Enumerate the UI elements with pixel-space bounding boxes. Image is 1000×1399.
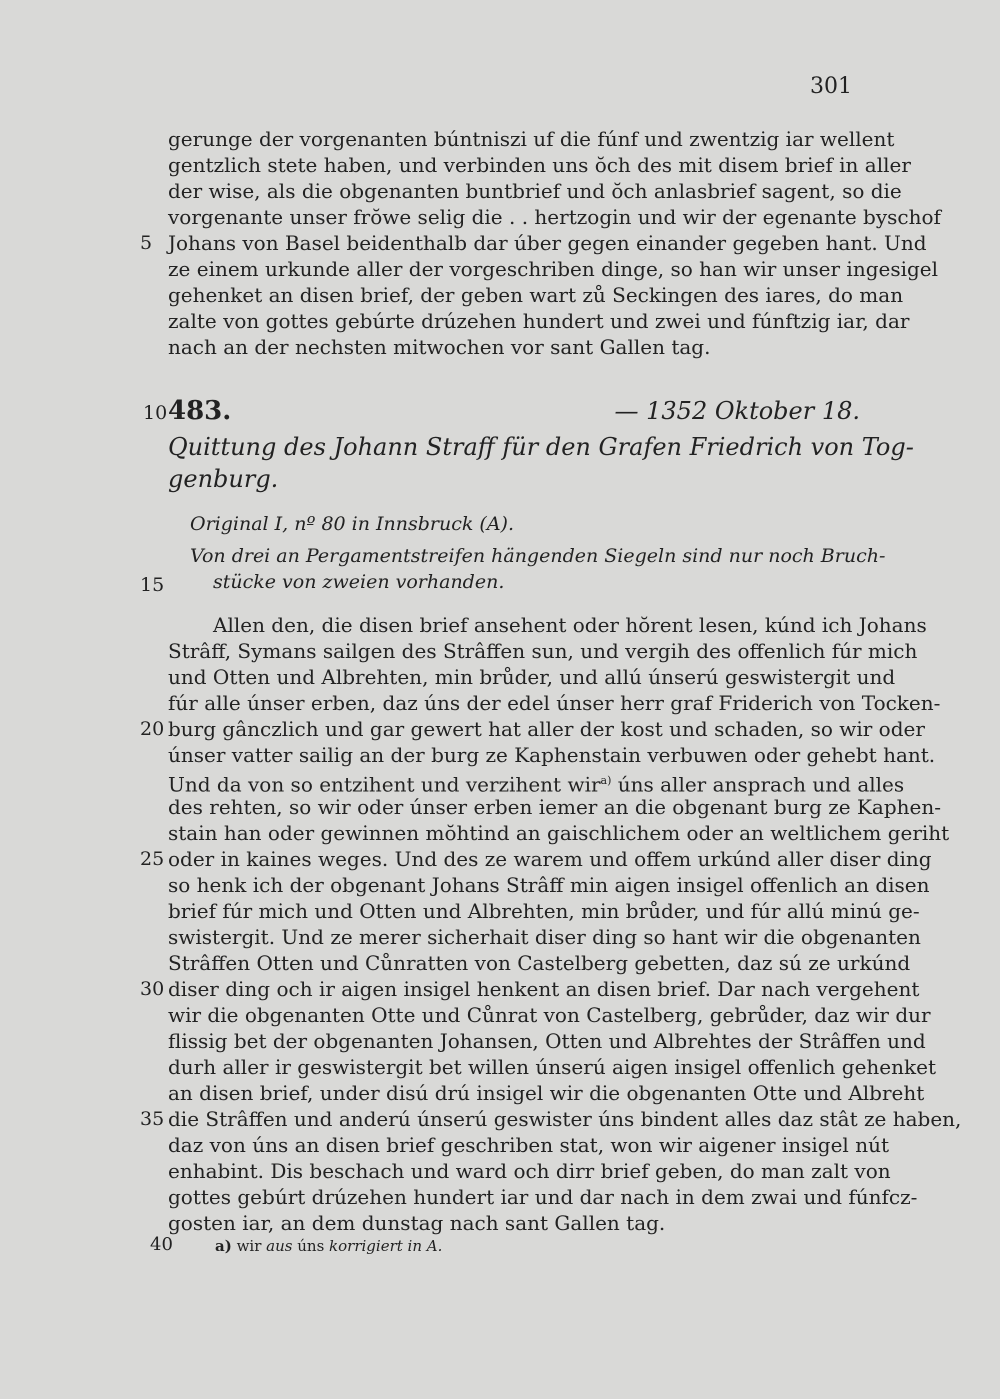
text-line: Johans von Basel beidenthalb dar úber gegen einander gegeben hant. Und (168, 231, 927, 255)
entry-number: 483. (168, 396, 232, 426)
text-line: gosten iar, an dem dunstag nach sant Gallen tag. (168, 1211, 666, 1235)
footnote-text: korrigiert in A. (329, 1237, 443, 1255)
text-line: swistergit. Und ze merer sicherhait diser ding so hant wir die obgenanten (168, 925, 921, 949)
text-line: gehenket an disen brief, der geben wart zů Seckingen des iares, do man (168, 283, 904, 307)
footnote-text: wir (231, 1237, 267, 1255)
entry-title-line: Quittung des Johann Straff für den Grafen Friedrich von Tog- (168, 433, 914, 461)
line-number: 25 (140, 848, 165, 870)
text-line: vorgenante unser frŏwe selig die . . hertzogin und wir der egenante byschof (168, 205, 941, 229)
text-line: oder in kaines weges. Und des ze warem und offem urkúnd aller diser ding (168, 847, 932, 871)
footnote (215, 1236, 442, 1256)
text-segment: Und da von so entzihent und verzihent wir (168, 772, 601, 797)
line-number: 20 (140, 718, 165, 740)
entry-date: — 1352 Oktober 18. (614, 397, 860, 425)
entry-title-line: genburg. (168, 465, 279, 493)
text-line: durh aller ir geswistergit bet willen únserú aigen insigel offenlich gehenket (168, 1055, 937, 1079)
seal-note-line: stücke von zweien vorhanden. (213, 571, 505, 593)
text-line: der wise, als die obgenanten buntbrief und ŏch anlasbrief sagent, so die (168, 179, 902, 203)
text-line: gerunge der vorgenanten búntniszi uf die fúnf und zwentzig iar wellent (168, 127, 895, 151)
text-line: diser ding och ir aigen insigel henkent an disen brief. Dar nach vergehent (168, 977, 920, 1001)
line-number: 35 (140, 1108, 165, 1130)
text-line: die Strâffen und anderú únserú geswister úns bindent alles daz stât ze haben, (168, 1107, 962, 1131)
page-number: 301 (810, 74, 852, 99)
text-line: únser vatter sailig an der burg ze Kaphenstain verbuwen oder gehebt hant. (168, 743, 936, 767)
text-line: Strâffen Otten und Cůnratten von Castelberg gebetten, daz sú ze urkúnd (168, 951, 911, 975)
text-line: burg gânczlich und gar gewert hat aller der kost und schaden, so wir oder (168, 717, 925, 741)
line-number: 5 (140, 232, 153, 254)
text-line: an disen brief, under disú drú insigel wir die obgenanten Otte und Albreht (168, 1081, 925, 1105)
text-line: ze einem urkunde aller der vorgeschriben dinge, so han wir unser ingesigel (168, 257, 939, 281)
text-line: Strâff, Symans sailgen des Strâffen sun, und vergih des offenlich fúr mich (168, 639, 918, 663)
text-line: gottes gebúrt drúzehen hundert iar und dar nach in dem zwai und fúnfcz- (168, 1185, 918, 1209)
line-number: 10 (143, 402, 168, 424)
text-segment: úns aller ansprach und alles (611, 772, 905, 797)
text-line: Allen den, die disen brief ansehent oder hŏrent lesen, kúnd ich Johans (213, 613, 927, 637)
text-line: nach an der nechsten mitwochen vor sant Gallen tag. (168, 335, 711, 359)
text-line: brief fúr mich und Otten und Albrehten, min brůder, und fúr allú minú ge- (168, 899, 920, 923)
text-line: fúr alle únser erben, daz úns der edel únser herr graf Friderich von Tocken- (168, 691, 941, 715)
line-number: 40 (150, 1234, 173, 1255)
text-line: wir die obgenanten Otte und Cůnrat von Castelberg, gebrůder, daz wir dur (168, 1003, 931, 1027)
text-line: und Otten und Albrehten, min brůder, und allú únserú geswistergit und (168, 665, 896, 689)
footnote-marker: a) (600, 774, 612, 787)
text-line: flissig bet der obgenanten Johansen, Otten und Albrehtes der Strâffen und (168, 1029, 926, 1053)
text-line: des rehten, so wir oder únser erben iemer an die obgenant burg ze Kaphen- (168, 795, 941, 819)
seal-note-line: Von drei an Pergamentstreifen hängenden Siegeln sind nur noch Bruch- (190, 545, 886, 567)
text-line: daz von úns an disen brief geschriben stat, won wir aigener insigel nút (168, 1133, 889, 1157)
footnote-marker: a) (215, 1237, 232, 1255)
text-line: so henk ich der obgenant Johans Strâff min aigen insigel offenlich an disen (168, 873, 930, 897)
line-number: 15 (140, 574, 165, 596)
text-line: stain han oder gewinnen mŏhtind an gaischlichem oder an weltlichem geriht (168, 821, 950, 845)
footnote-text: úns (292, 1237, 330, 1255)
footnote-text: aus (266, 1237, 293, 1255)
text-line: enhabint. Dis beschach und ward och dirr brief geben, do man zalt von (168, 1159, 891, 1183)
line-number: 30 (140, 978, 165, 1000)
text-line: gentzlich stete haben, und verbinden uns ŏch des mit disem brief in aller (168, 153, 911, 177)
text-line: zalte von gottes gebúrte drúzehen hundert und zwei und fúnftzig iar, dar (168, 309, 910, 333)
source-note: Original I, nº 80 in Innsbruck (A). (190, 513, 515, 535)
